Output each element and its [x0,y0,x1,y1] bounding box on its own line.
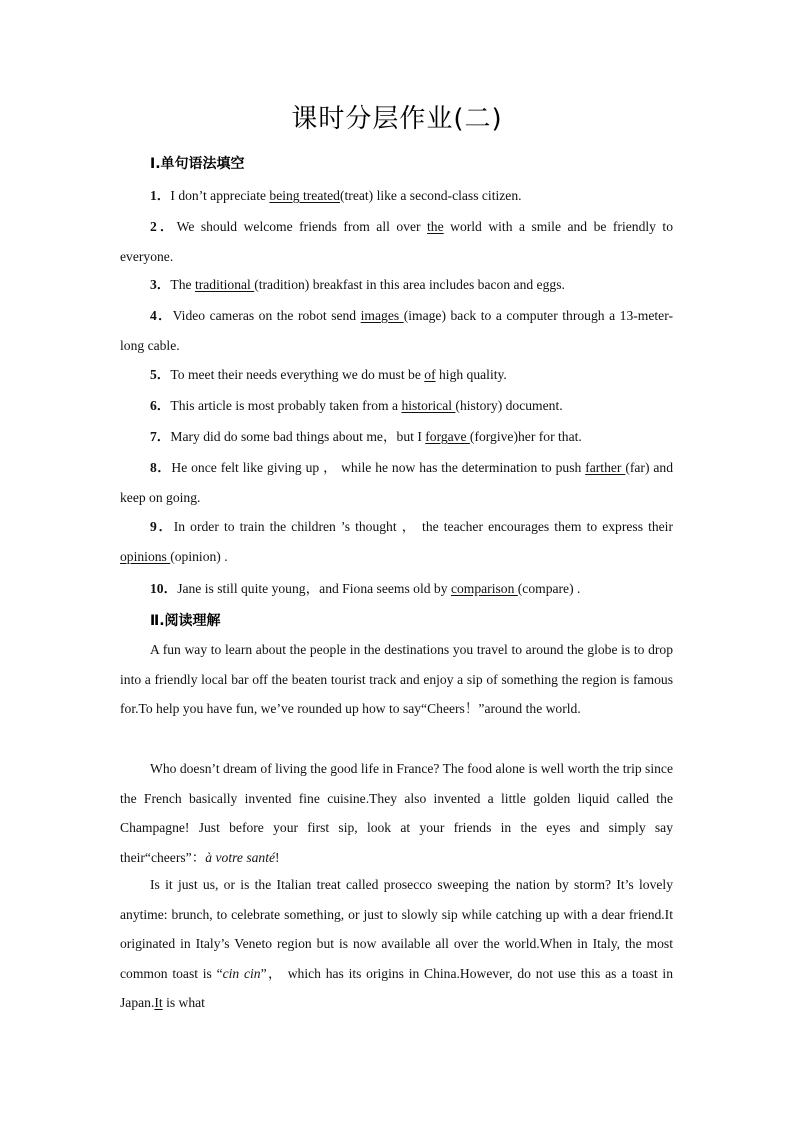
item-text: Video cameras on the robot send [172,308,361,323]
answer-blank: images [360,308,404,323]
item-text: I don’t appreciate [170,188,270,203]
item-text: Mary did do some bad things about me，but I [170,429,426,444]
item-text: (compare) . [517,581,581,596]
item-text: He once felt like giving up ， while he now has the determination to push [171,460,586,475]
item-number: 3． [150,277,171,292]
item-text: (history) document. [455,398,563,413]
exercise-item-5 [120,360,673,390]
item-number: 9． [150,519,174,534]
exercise-item-9 [120,512,673,571]
paragraph-text: ”， which has its origins in China.However, do not use this as a toast in Japan. [120,965,673,1010]
exercise-item-10 [120,574,673,604]
exercise-item-1 [120,181,673,211]
paragraph-text: Is it just us, or is the Italian treat called prosecco sweeping the nation by storm? It’s lovely anytime: brunch, to celebrate something, or just to slowly sip while catching up with a dear friend.It originated in Italy’s Veneto region but is now available all over the world.When in Italy, the most common toast is “ [120,877,673,981]
paragraph-text: is what [162,995,205,1010]
item-text: In order to train the children ’s thought ， the teacher encourages them to express their [173,519,673,534]
paragraph-text: Who doesn’t dream of living the good life in France? The food alone is well worth the trip since the French basically invented fine cuisine.They also invented a little golden liquid called the Champagne! Just before your first sip, look at your friends in the eyes and simply say their“cheers”： [120,761,673,865]
item-text: (far) and keep on going. [120,460,673,505]
italic-phrase: cin cin [222,965,261,981]
item-text: We should welcome friends from all over [176,219,428,234]
exercise-item-3 [120,270,673,300]
item-text: The [170,277,195,292]
item-number: 8． [150,460,172,475]
item-text: (tradition) breakfast in this area includes bacon and eggs. [254,277,565,292]
item-text: Jane is still quite young，and Fiona seems old by [177,581,451,596]
item-number: 4． [150,308,173,323]
exercise-item-4 [120,301,673,360]
item-text: (image) back to a computer through a 13-meter-long cable. [120,308,673,353]
underlined-word: It [154,995,163,1010]
item-number: 7． [150,429,171,444]
item-number: 6． [150,398,171,413]
exercise-item-2 [120,212,673,271]
answer-blank: forgave [425,429,470,444]
item-text: (opinion) . [170,548,228,564]
exercise-item-7 [120,422,673,452]
answer-blank: traditional [194,277,255,292]
paragraph-text: ! [275,849,280,865]
answer-blank: opinions [120,548,171,564]
section-heading-grammar: Ⅰ.单句语法填空 [150,156,245,172]
answer-blank: being treated [269,188,340,203]
reading-paragraph-1: A fun way to learn about the people in the destinations you travel to around the globe is to drop into a friendly local bar off the beaten tourist track and enjoy a sip of something the region is famous for.To help you have fun, we’ve rounded up how to say“Cheers！”around the world. [120,642,673,716]
reading-paragraph-3 [120,870,673,1018]
item-text: world with a smile and be friendly to everyone. [120,219,673,264]
item-number: 2． [150,219,177,234]
answer-blank: of [424,367,436,382]
page-title: 课时分层作业(二) [291,104,503,134]
item-number: 1． [150,188,171,203]
item-text: This article is most probably taken from a [170,398,402,413]
reading-paragraph-2 [120,754,673,872]
answer-blank: historical [401,398,456,413]
answer-blank: farther [585,460,626,475]
item-text: (treat) like a second-class citizen. [339,188,522,203]
item-text: (forgive)her for that. [469,429,582,444]
exercise-item-8 [120,453,673,512]
section-heading-reading: Ⅱ.阅读理解 [150,613,221,629]
exercise-item-6 [120,391,673,421]
italic-phrase: à votre santé [205,849,276,865]
answer-blank: comparison [450,581,518,596]
item-text: high quality. [435,367,507,382]
item-text: To meet their needs everything we do must be [170,367,425,382]
item-number: 10． [150,581,178,596]
item-number: 5． [150,367,171,382]
answer-blank: the [427,219,444,234]
